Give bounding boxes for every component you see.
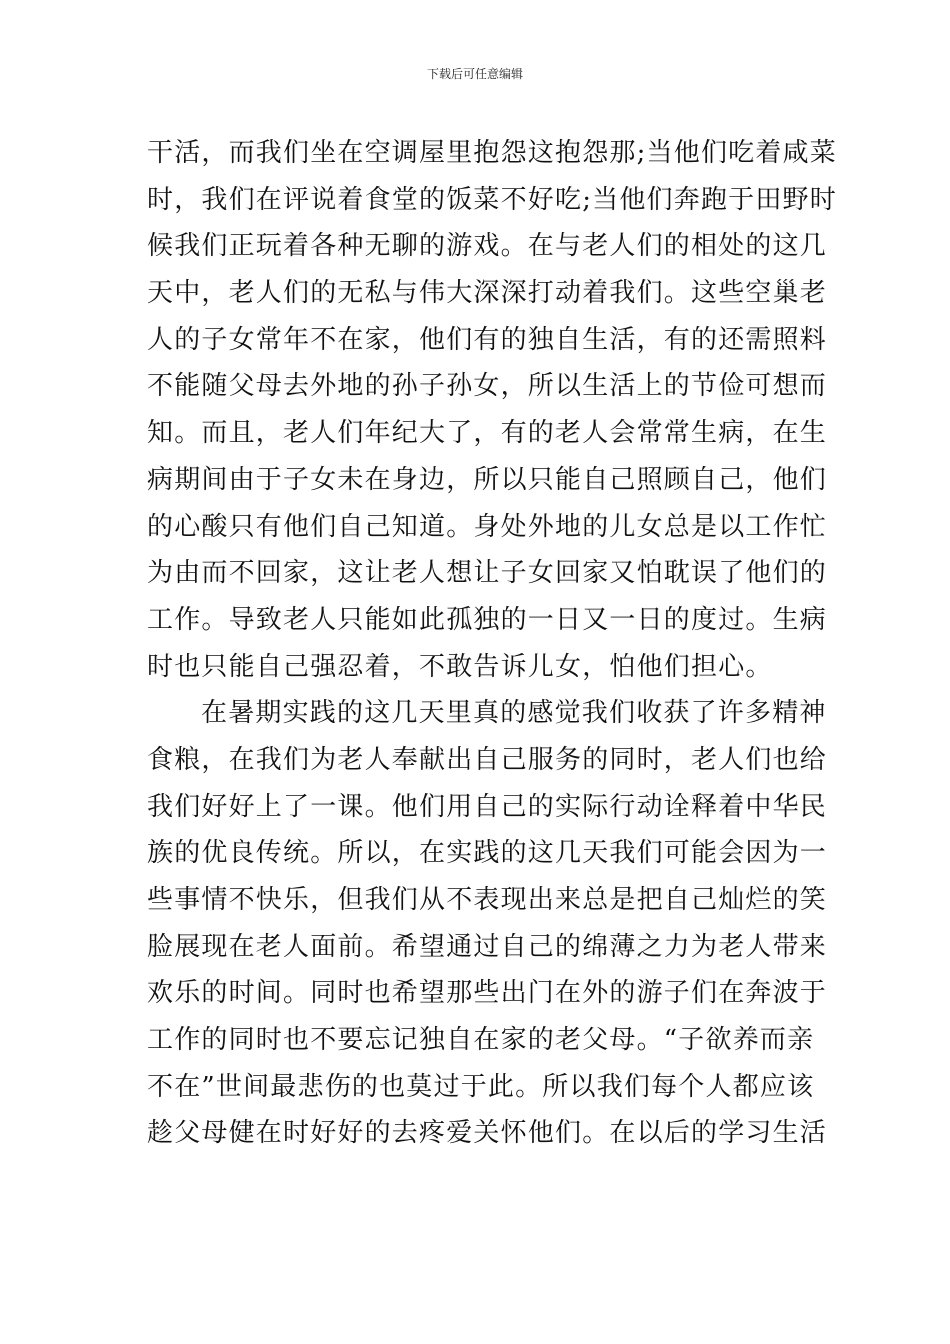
text-line-indented: 在暑期实践的这几天里真的感觉我们收获了许多精神 <box>201 698 827 729</box>
paragraph-1 <box>147 130 837 690</box>
text-line: 病期间由于子女未在身边，所以只能自己照顾自己，他们 <box>147 464 828 495</box>
text-line: 天中，老人们的无私与伟大深深打动着我们。这些空巢老 <box>147 278 828 309</box>
text-line: 为由而不回家，这让老人想让子女回家又怕耽误了他们的 <box>147 558 828 589</box>
document-body <box>147 130 837 1157</box>
text-line: 族的优良传统。所以，在实践的这几天我们可能会因为一 <box>147 838 828 869</box>
text-line: 些事情不快乐，但我们从不表现出来总是把自己灿烂的笑 <box>147 885 828 915</box>
paragraph-2 <box>147 690 828 1157</box>
text-line: 脸展现在老人面前。希望通过自己的绵薄之力为老人带来 <box>147 931 828 962</box>
text-line: 不在”世间最悲伤的也莫过于此。所以我们每个人都应该 <box>147 1071 815 1102</box>
text-line: 趁父母健在时好好的去疼爱关怀他们。在以后的学习生活 <box>147 1118 828 1149</box>
text-line: 时也只能自己强忍着，不敢告诉儿女，怕他们担心。 <box>147 651 773 682</box>
text-line: 工作。导致老人只能如此孤独的一日又一日的度过。生病 <box>147 604 828 635</box>
text-line: 食粮，在我们为老人奉献出自己服务的同时，老人们也给 <box>147 744 828 775</box>
page-header: 下载后可任意编辑 <box>426 67 523 81</box>
text-line: 我们好好上了一课。他们用自己的实际行动诠释着中华民 <box>147 791 828 822</box>
text-line: 人的子女常年不在家，他们有的独自生活，有的还需照料 <box>147 324 828 355</box>
text-line: 干活，而我们坐在空调屋里抱怨这抱怨那;当他们吃着咸菜 <box>147 138 837 168</box>
text-line: 欢乐的时间。同时也希望那些出门在外的游子们在奔波于 <box>147 978 828 1009</box>
text-line: 的心酸只有他们自己知道。身处外地的儿女总是以工作忙 <box>147 511 828 542</box>
text-line: 时，我们在评说着食堂的饭菜不好吃;当他们奔跑于田野时 <box>147 184 837 215</box>
text-line: 工作的同时也不要忘记独自在家的老父母。“子欲养而亲 <box>147 1025 815 1056</box>
text-line: 候我们正玩着各种无聊的游戏。在与老人们的相处的这几 <box>147 231 828 262</box>
text-line: 不能随父母去外地的孙子孙女，所以生活上的节俭可想而 <box>147 371 828 402</box>
text-line: 知。而且，老人们年纪大了，有的老人会常常生病，在生 <box>147 418 828 449</box>
